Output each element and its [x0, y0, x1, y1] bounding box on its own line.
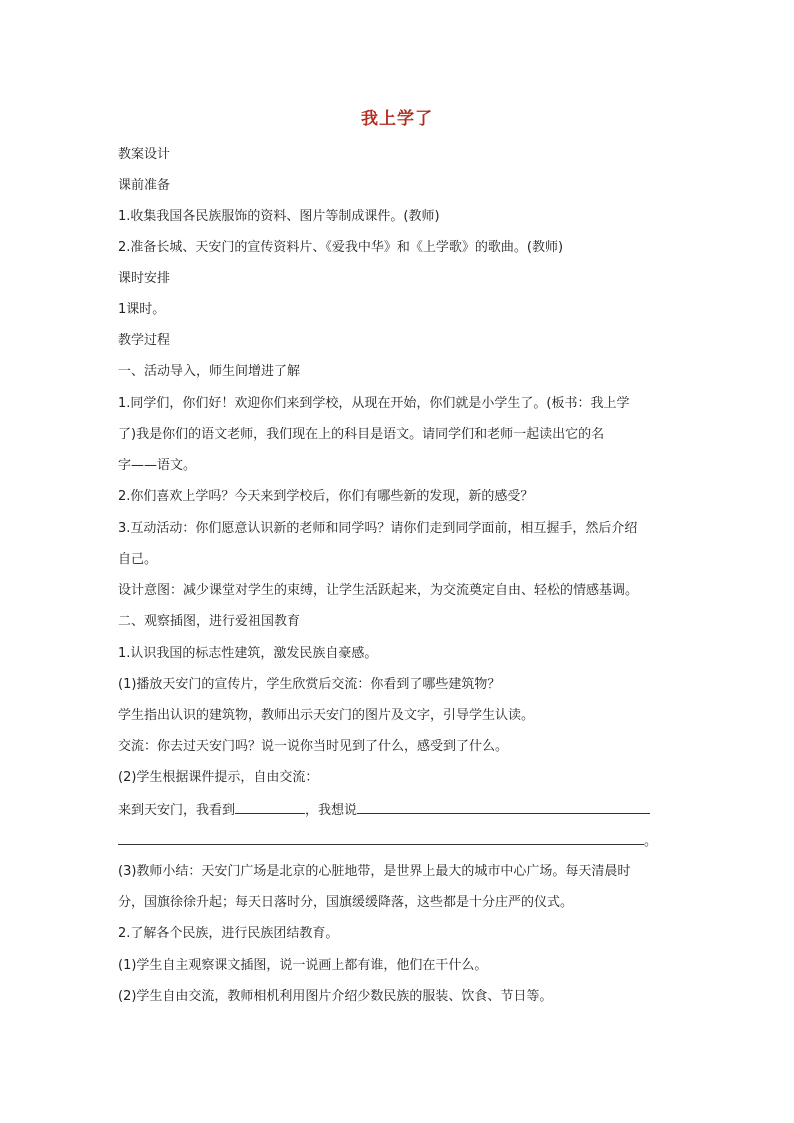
text-line: 1.认识我国的标志性建筑，激发民族自豪感。 — [118, 646, 378, 661]
fill-text-end: 。 — [644, 834, 658, 849]
text-line: 自己。 — [118, 552, 158, 567]
text-line: 学生指出认识的建筑物，教师出示天安门的图片及文字，引导学生认读。 — [118, 708, 535, 723]
fill-text-part1: 来到天安门，我看到 — [118, 803, 236, 818]
fill-in-line-continued — [118, 832, 657, 850]
fill-blank-long[interactable] — [357, 801, 650, 814]
text-line: 2.准备长城、天安门的宣传资料片、《爱我中华》和《上学歌》的歌曲。(教师) — [118, 240, 564, 255]
text-line: 课前准备 — [118, 178, 171, 193]
text-line: (1)播放天安门的宣传片，学生欣赏后交流：你看到了哪些建筑物？ — [118, 677, 501, 692]
text-line: 2.了解各个民族，进行民族团结教育。 — [118, 926, 339, 941]
text-line: 了)我是你们的语文老师，我们现在上的科目是语文。请同学们和老师一起读出它的名 — [118, 427, 605, 442]
text-line: 字——语文。 — [118, 458, 197, 473]
text-line: 交流：你去过天安门吗？说一说你当时见到了什么，感受到了什么。 — [118, 739, 509, 754]
text-line: (3)教师小结：天安门广场是北京的心脏地带，是世界上最大的城市中心广场。每天清晨时 — [118, 864, 631, 879]
text-line: 1课时。 — [118, 302, 166, 317]
text-line: 二、观察插图，进行爱祖国教育 — [118, 614, 301, 629]
text-line: (2)学生自由交流，教师相机利用图片介绍少数民族的服装、饮食、节日等。 — [118, 989, 553, 1004]
text-line: (2)学生根据课件提示，自由交流： — [118, 770, 319, 785]
fill-blank-full[interactable] — [118, 832, 644, 845]
text-line: 分，国旗徐徐升起；每天日落时分，国旗缓缓降落，这些都是十分庄严的仪式。 — [118, 895, 574, 910]
text-line: 教学过程 — [118, 333, 171, 348]
text-line: 1.同学们，你们好！欢迎你们来到学校，从现在开始，你们就是小学生了。(板书：我上学 — [118, 396, 630, 411]
text-line: 教案设计 — [118, 147, 171, 162]
fill-text-part2: ，我想说 — [305, 803, 358, 818]
text-line: 设计意图：减少课堂对学生的束缚，让学生活跃起来，为交流奠定自由、轻松的情感基调。 — [118, 583, 639, 598]
fill-blank-short[interactable] — [235, 801, 305, 814]
text-line: 一、活动导入，师生间增进了解 — [118, 364, 301, 379]
text-line: 1.收集我国各民族服饰的资料、图片等制成课件。(教师) — [118, 209, 440, 224]
text-line: 课时安排 — [118, 271, 171, 286]
fill-in-line — [118, 801, 650, 819]
page-title: 我上学了 — [361, 109, 433, 129]
text-line: (1)学生自主观察课文插图，说一说画上都有谁，他们在干什么。 — [118, 958, 488, 973]
text-line: 2.你们喜欢上学吗？今天来到学校后，你们有哪些新的发现，新的感受？ — [118, 489, 534, 504]
text-line: 3.互动活动：你们愿意认识新的老师和同学吗？请你们走到同学面前，相互握手，然后介绍 — [118, 521, 638, 536]
